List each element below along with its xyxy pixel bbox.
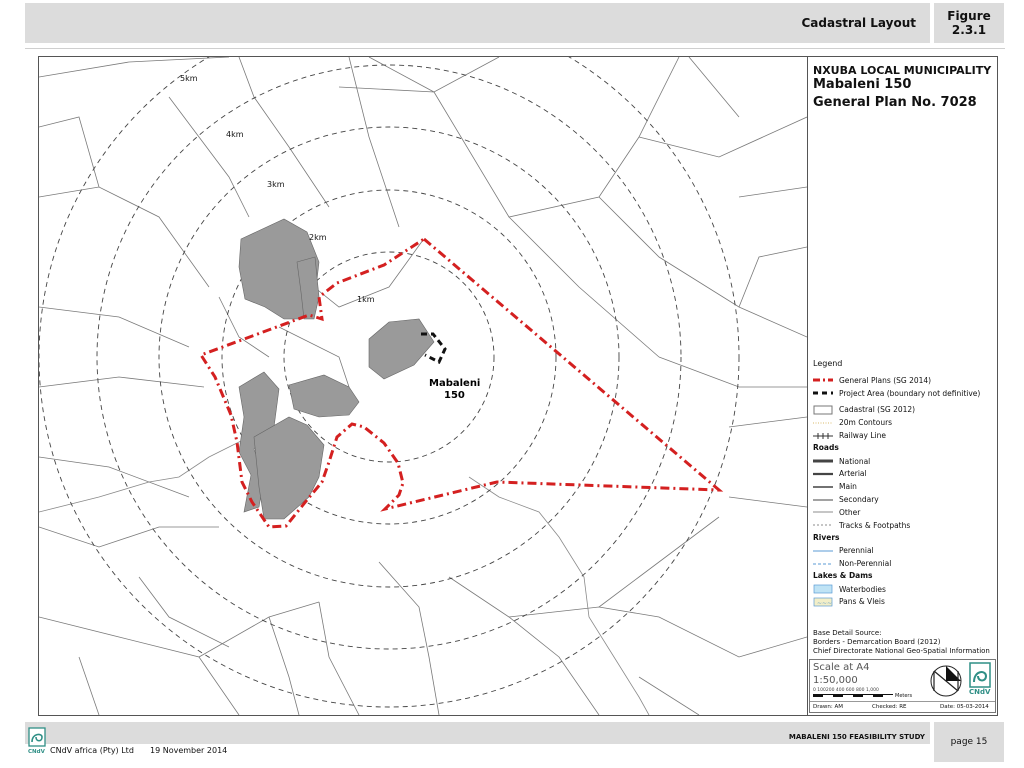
legend-item: Arterial — [813, 468, 995, 481]
legend-item: Railway Line — [813, 429, 995, 442]
river-lines — [39, 437, 649, 715]
page-number: page 15 — [934, 722, 1004, 762]
cndv-logo-icon — [968, 662, 992, 700]
project-area-symbol — [813, 388, 833, 398]
cadastral-symbol — [813, 405, 833, 415]
map-frame — [38, 56, 998, 716]
legend-item: Cadastral (SG 2012) — [813, 404, 995, 417]
contour-symbol — [813, 418, 833, 428]
north-arrow-icon — [928, 663, 964, 699]
scale-label: Scale at A4 — [813, 662, 870, 673]
svg-text:CNdV: CNdV — [969, 688, 991, 696]
general-plan-symbol — [813, 375, 833, 385]
municipality-title: NXUBA LOCAL MUNICIPALITY — [813, 64, 992, 77]
secondary-road-symbol — [813, 495, 833, 505]
legend — [813, 359, 995, 608]
railway-symbol — [813, 431, 833, 441]
cadastral-map[interactable] — [39, 57, 808, 715]
figure-label-box — [934, 3, 1004, 43]
legend-title: Legend — [813, 359, 843, 368]
ring-label-3km: 3km — [267, 180, 285, 189]
page-title: Cadastral Layout — [801, 16, 916, 30]
buffer-rings — [39, 57, 739, 707]
scale-box — [809, 659, 996, 713]
other-road-symbol — [813, 507, 833, 517]
scale-unit: Meters — [895, 693, 913, 699]
legend-item: Tracks & Footpaths — [813, 519, 995, 532]
legend-item: 20m Contours — [813, 416, 995, 429]
legend-item: Non-Perennial — [813, 557, 995, 570]
footer-date: 19 November 2014 — [150, 746, 228, 755]
drawing-date: Date: 05-03-2014 — [940, 704, 989, 710]
site-title: Mabaleni 150 — [813, 77, 912, 92]
legend-heading-lakes: Lakes & Dams — [813, 570, 873, 580]
arterial-road-symbol — [813, 469, 833, 479]
drawn-by: Drawn: AM — [813, 704, 843, 710]
figure-number: 2.3.1 — [951, 23, 987, 37]
company-name: CNdV africa (Pty) Ltd — [50, 746, 134, 755]
legend-item: ~~~ Pans & Vleis — [813, 596, 995, 609]
ring-label-2km: 2km — [309, 233, 327, 242]
national-road-symbol — [813, 456, 833, 466]
header-divider — [25, 48, 1005, 49]
waterbody-symbol — [813, 584, 833, 594]
svg-text:CNdV: CNdV — [28, 749, 45, 755]
cadastral-lines — [39, 57, 807, 715]
drawing-credits — [810, 701, 995, 712]
place-name: Mabaleni — [429, 378, 481, 389]
figure-label: Figure — [947, 9, 991, 23]
scale-value: 1:50,000 — [813, 675, 858, 686]
footer-bar — [25, 722, 930, 744]
legend-item: National — [813, 455, 995, 468]
legend-heading-rivers: Rivers — [813, 532, 840, 542]
legend-item: Waterbodies — [813, 583, 995, 596]
scale-ticks: 0 100200 400 600 800 1,000 — [813, 688, 879, 693]
ring-label-4km: 4km — [226, 130, 244, 139]
legend-item: Perennial — [813, 544, 995, 557]
data-source: Base Detail Source: Borders - Demarcation Board (2012) Chief Directorate National Geo-Spatial Information — [813, 629, 990, 655]
study-title: MABALENI 150 FEASIBILITY STUDY — [788, 733, 925, 741]
footer-logo-icon — [28, 727, 46, 757]
legend-item: Main — [813, 480, 995, 493]
place-number: 150 — [444, 390, 465, 401]
settlements — [239, 219, 434, 519]
pan-symbol — [813, 597, 833, 607]
legend-item: Project Area (boundary not definitive) — [813, 387, 995, 400]
checked-by: Checked: RE — [872, 704, 907, 710]
legend-item: General Plans (SG 2014) — [813, 374, 995, 387]
legend-heading-roads: Roads — [813, 442, 839, 452]
scale-bar — [813, 694, 893, 697]
ring-label-1km: 1km — [357, 295, 375, 304]
general-plan-title: General Plan No. 7028 — [813, 95, 977, 110]
svg-text:~~~: ~~~ — [817, 599, 833, 607]
legend-item: Other — [813, 506, 995, 519]
track-symbol — [813, 520, 833, 530]
legend-item: Secondary — [813, 493, 995, 506]
header-bar — [25, 3, 930, 43]
perennial-river-symbol — [813, 546, 833, 556]
map-sidebar — [808, 57, 997, 715]
main-road-symbol — [813, 482, 833, 492]
ring-label-5km: 5km — [180, 74, 198, 83]
non-perennial-river-symbol — [813, 559, 833, 569]
